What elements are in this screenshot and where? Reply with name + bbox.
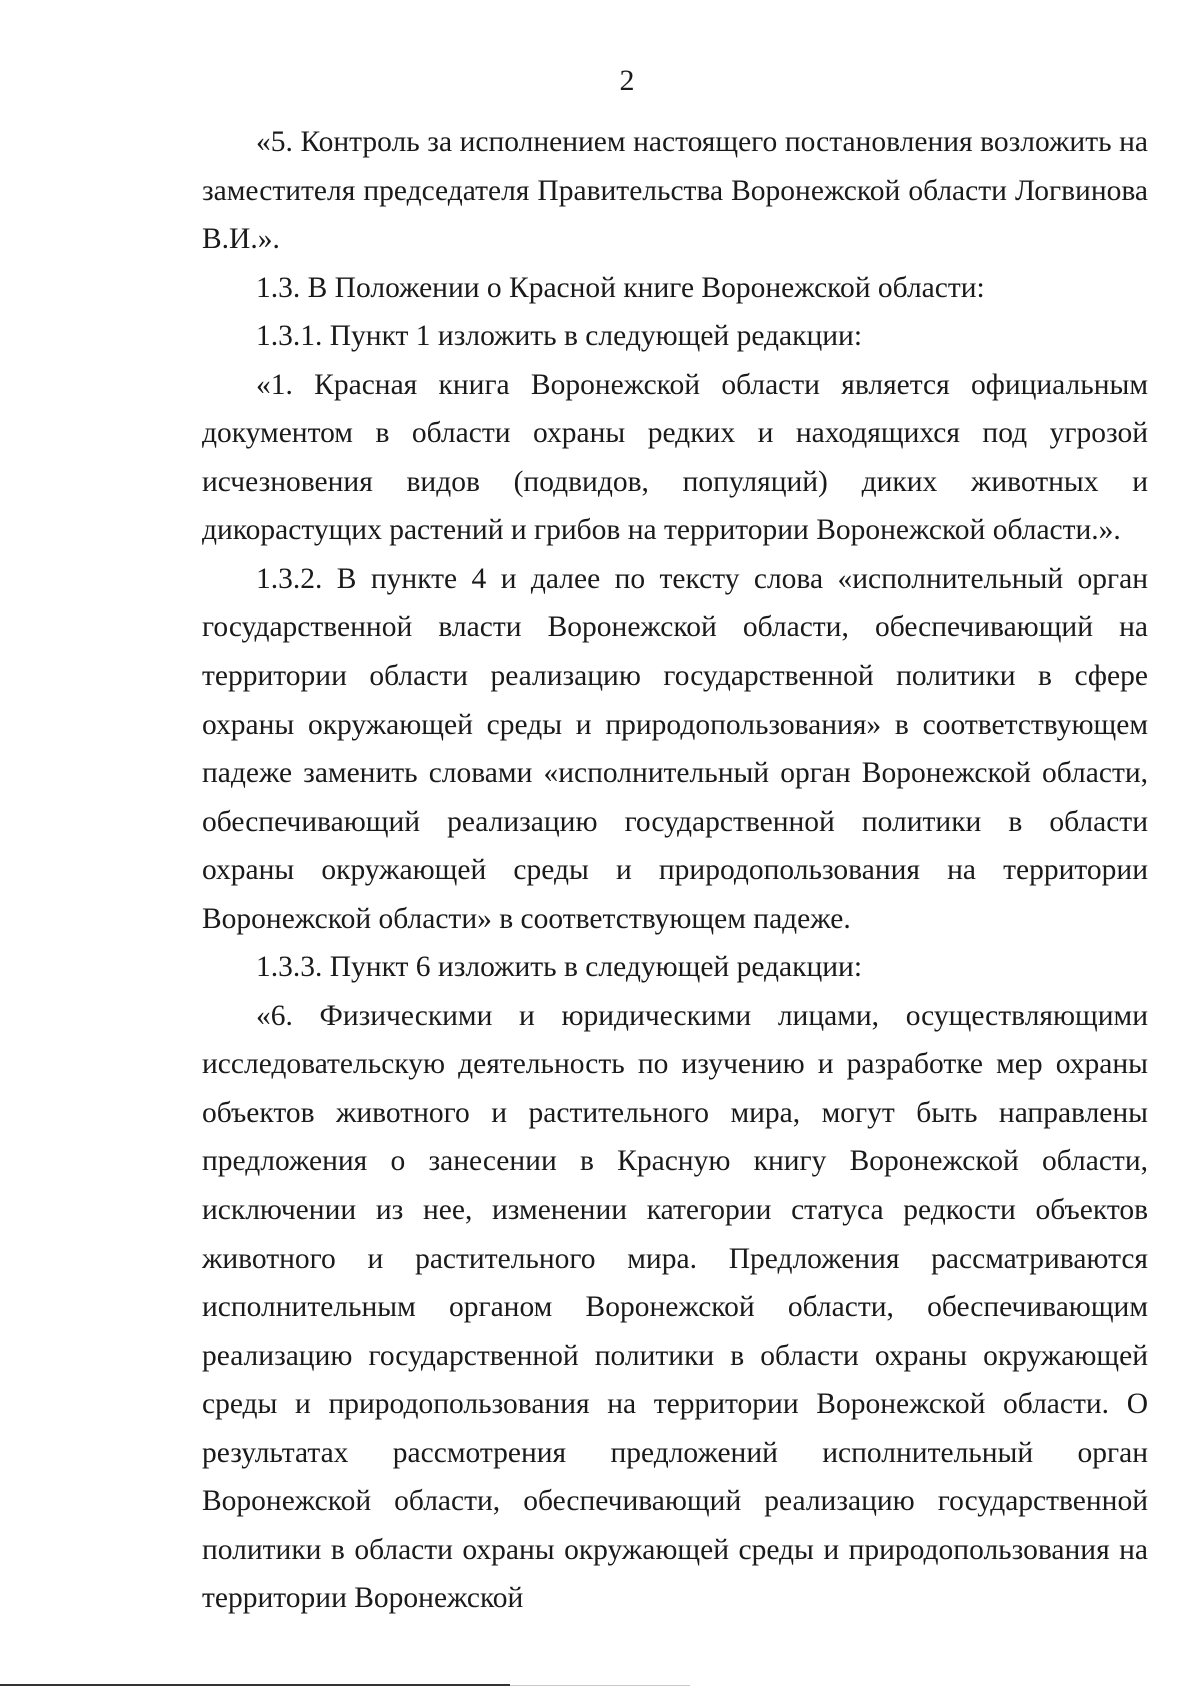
paragraph-1-3-2: 1.3.2. В пункте 4 и далее по тексту слова «исполнительный орган государственной власти Воронежской области, обеспечивающий на территории области реализацию государственной политики в сфере охраны окружающей среды и природопользования» в соответствующем падеже заменить словами «исполнительный орган Воронежской области, обеспечивающий реализацию государственной политики в области охраны окружающей среды и природопользования на территории Воронежской области» в соответствующем падеже. [202, 562, 1148, 935]
document-body [202, 118, 1148, 1623]
scan-bottom-edge-faint [510, 1685, 690, 1686]
paragraph-control-clause: «5. Контроль за исполнением настоящего постановления возложить на заместителя председателя Правительства Воронежской области Логвинова В.И.». [202, 126, 1148, 256]
page-number: 2 [619, 64, 635, 97]
paragraph-proposals-clause: «6. Физическими и юридическими лицами, осуществляющими исследовательскую деятельность по изучению и разработке мер охраны объектов животного и растительного мира, могут быть направлены предложения о занесении в Красную книгу Воронежской области, исключении из нее, изменении категории статуса редкости объектов животного и растительного мира. Предложения рассматриваются исполнительным органом Воронежской области, обеспечивающим реализацию государственной политики в области охраны окружающей среды и природопользования на территории Воронежской области. О результатах рассмотрения предложений исполнительный орган Воронежской области, обеспечивающий реализацию государственной политики в области охраны окружающей среды и природопользования на территории Воронежской [202, 999, 1148, 1615]
paragraph-red-book-definition: «1. Красная книга Воронежской области является официальным документом в области охраны редких и находящихся под угрозой исчезновения видов (подвидов, популяций) диких животных и дикорастущих растений и грибов на территории Воронежской области.». [202, 368, 1148, 547]
scan-bottom-edge [0, 1684, 510, 1686]
paragraph-1-3-3: 1.3.3. Пункт 6 изложить в следующей редакции: [256, 951, 863, 984]
paragraph-1-3: 1.3. В Положении о Красной книге Воронежской области: [256, 271, 985, 304]
paragraph-1-3-1: 1.3.1. Пункт 1 изложить в следующей редакции: [256, 320, 863, 353]
